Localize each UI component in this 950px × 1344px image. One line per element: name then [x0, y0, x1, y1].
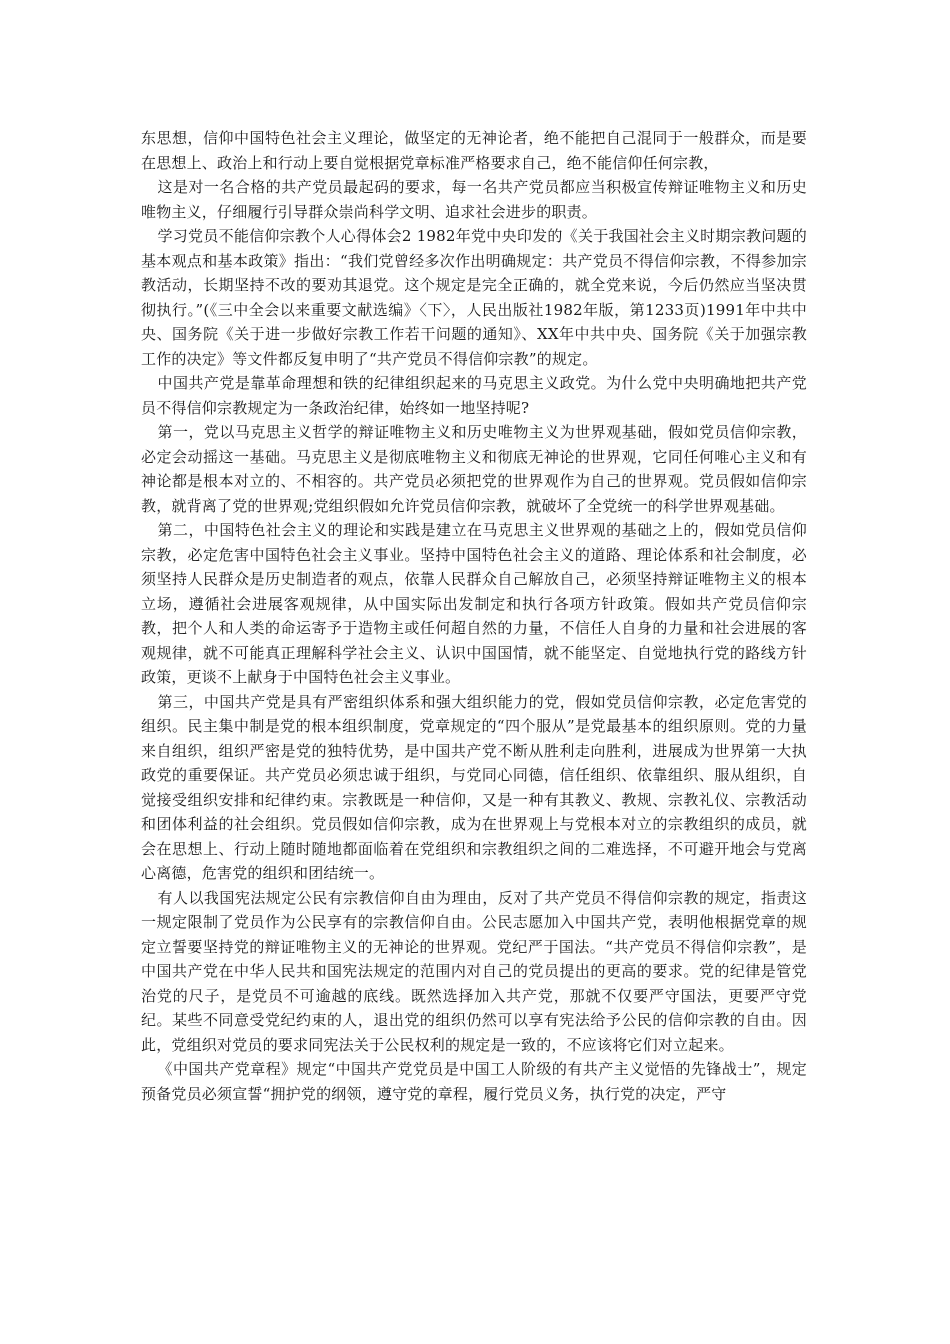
paragraph: 第二，中国特色社会主义的理论和实践是建立在马克思主义世界观的基础之上的，假如党员信仰宗教，必定危害中国特色社会主义事业。坚持中国特色社会主义的道路、理论体系和社会制度，必须坚持人民群众是历史制造者的观点，依靠人民群众自己解放自己，必须坚持辩证唯物主义的根本立场，遵循社会进展客观规律，从中国实际出发制定和执行各项方针政策。假如共产党员信仰宗教，把个人和人类的命运寄予于造物主或任何超自然的力量，不信任人自身的力量和社会进展的客观规律，就不可能真正理解科学社会主义、认识中国国情，就不能坚定、自觉地执行党的路线方针政策，更谈不上献身于中国特色社会主义事业。 — [141, 521, 807, 686]
paragraph: 中国共产党是靠革命理想和铁的纪律组织起来的马克思主义政党。为什么党中央明确地把共产党员不得信仰宗教规定为一条政治纪律，始终如一地坚持呢? — [141, 374, 807, 417]
paragraph: 第三，中国共产党是具有严密组织体系和强大组织能力的党，假如党员信仰宗教，必定危害党的组织。民主集中制是党的根本组织制度，党章规定的“四个服从”是党最基本的组织原则。党的力量来自组织，组织严密是党的独特优势，是中国共产党不断从胜利走向胜利，进展成为世界第一大执政党的重要保证。共产党员必须忠诚于组织，与党同心同德，信任组织、依靠组织、服从组织，自觉接受组织安排和纪律约束。宗教既是一种信仰，又是一种有其教义、教规、宗教礼仪、宗教活动和团体利益的社会组织。党员假如信仰宗教，成为在世界观上与党根本对立的宗教组织的成员，就会在思想上、行动上随时随地都面临着在党组织和宗教组织之间的二难选择，不可避开地会与党离心离德，危害党的组织和团结统一。 — [141, 692, 807, 882]
paragraph: 这是对一名合格的共产党员最起码的要求，每一名共产党员都应当积极宣传辩证唯物主义和历史唯物主义，仔细履行引导群众崇尚科学文明、追求社会进步的职责。 — [141, 178, 807, 221]
paragraph: 第一，党以马克思主义哲学的辩证唯物主义和历史唯物主义为世界观基础，假如党员信仰宗教，必定会动摇这一基础。马克思主义是彻底唯物主义和彻底无神论的世界观，它同任何唯心主义和有神论都是根本对立的、不相容的。共产党员必须把党的世界观作为自己的世界观。党员假如信仰宗教，就背离了党的世界观;党组织假如允许党员信仰宗教，就破坏了全党统一的科学世界观基础。 — [141, 423, 807, 515]
document-body — [141, 126, 807, 1106]
paragraph: 学习党员不能信仰宗教个人心得体会2 1982年党中央印发的《关于我国社会主义时期宗教问题的基本观点和基本政策》指出：“我们党曾经多次作出明确规定：共产党员不得信仰宗教，不得参加宗教活动，长期坚持不改的要劝其退党。这个规定是完全正确的，就全党来说，今后仍然应当坚决贯彻执行。”(《三中全会以来重要文献选编》〈下〉，人民出版社1982年版，第1233页)1991年中共中央、国务院《关于进一步做好宗教工作若干问题的通知》、XX年中共中央、国务院《关于加强宗教工作的决定》等文件都反复申明了“共产党员不得信仰宗教”的规定。 — [141, 227, 807, 368]
paragraph: 《中国共产党章程》规定“中国共产党党员是中国工人阶级的有共产主义觉悟的先锋战士”，规定预备党员必须宣誓“拥护党的纲领，遵守党的章程，履行党员义务，执行党的决定，严守 — [141, 1060, 807, 1103]
paragraph: 有人以我国宪法规定公民有宗教信仰自由为理由，反对了共产党员不得信仰宗教的规定，指责这一规定限制了党员作为公民享有的宗教信仰自由。公民志愿加入中国共产党，表明他根据党章的规定立誓要坚持党的辩证唯物主义的无神论的世界观。党纪严于国法。“共产党员不得信仰宗教”，是中国共产党在中华人民共和国宪法规定的范围内对自己的党员提出的更高的要求。党的纪律是管党治党的尺子，是党员不可逾越的底线。既然选择加入共产党，那就不仅要严守国法，更要严守党纪。某些不同意受党纪约束的人，退出党的组织仍然可以享有宪法给予公民的信仰宗教的自由。因此，党组织对党员的要求同宪法关于公民权利的规定是一致的，不应该将它们对立起来。 — [141, 888, 807, 1054]
paragraph-continuation: 东思想，信仰中国特色社会主义理论，做坚定的无神论者，绝不能把自己混同于一般群众，而是要在思想上、政治上和行动上要自觉根据党章标准严格要求自己，绝不能信仰任何宗教， — [141, 129, 807, 172]
